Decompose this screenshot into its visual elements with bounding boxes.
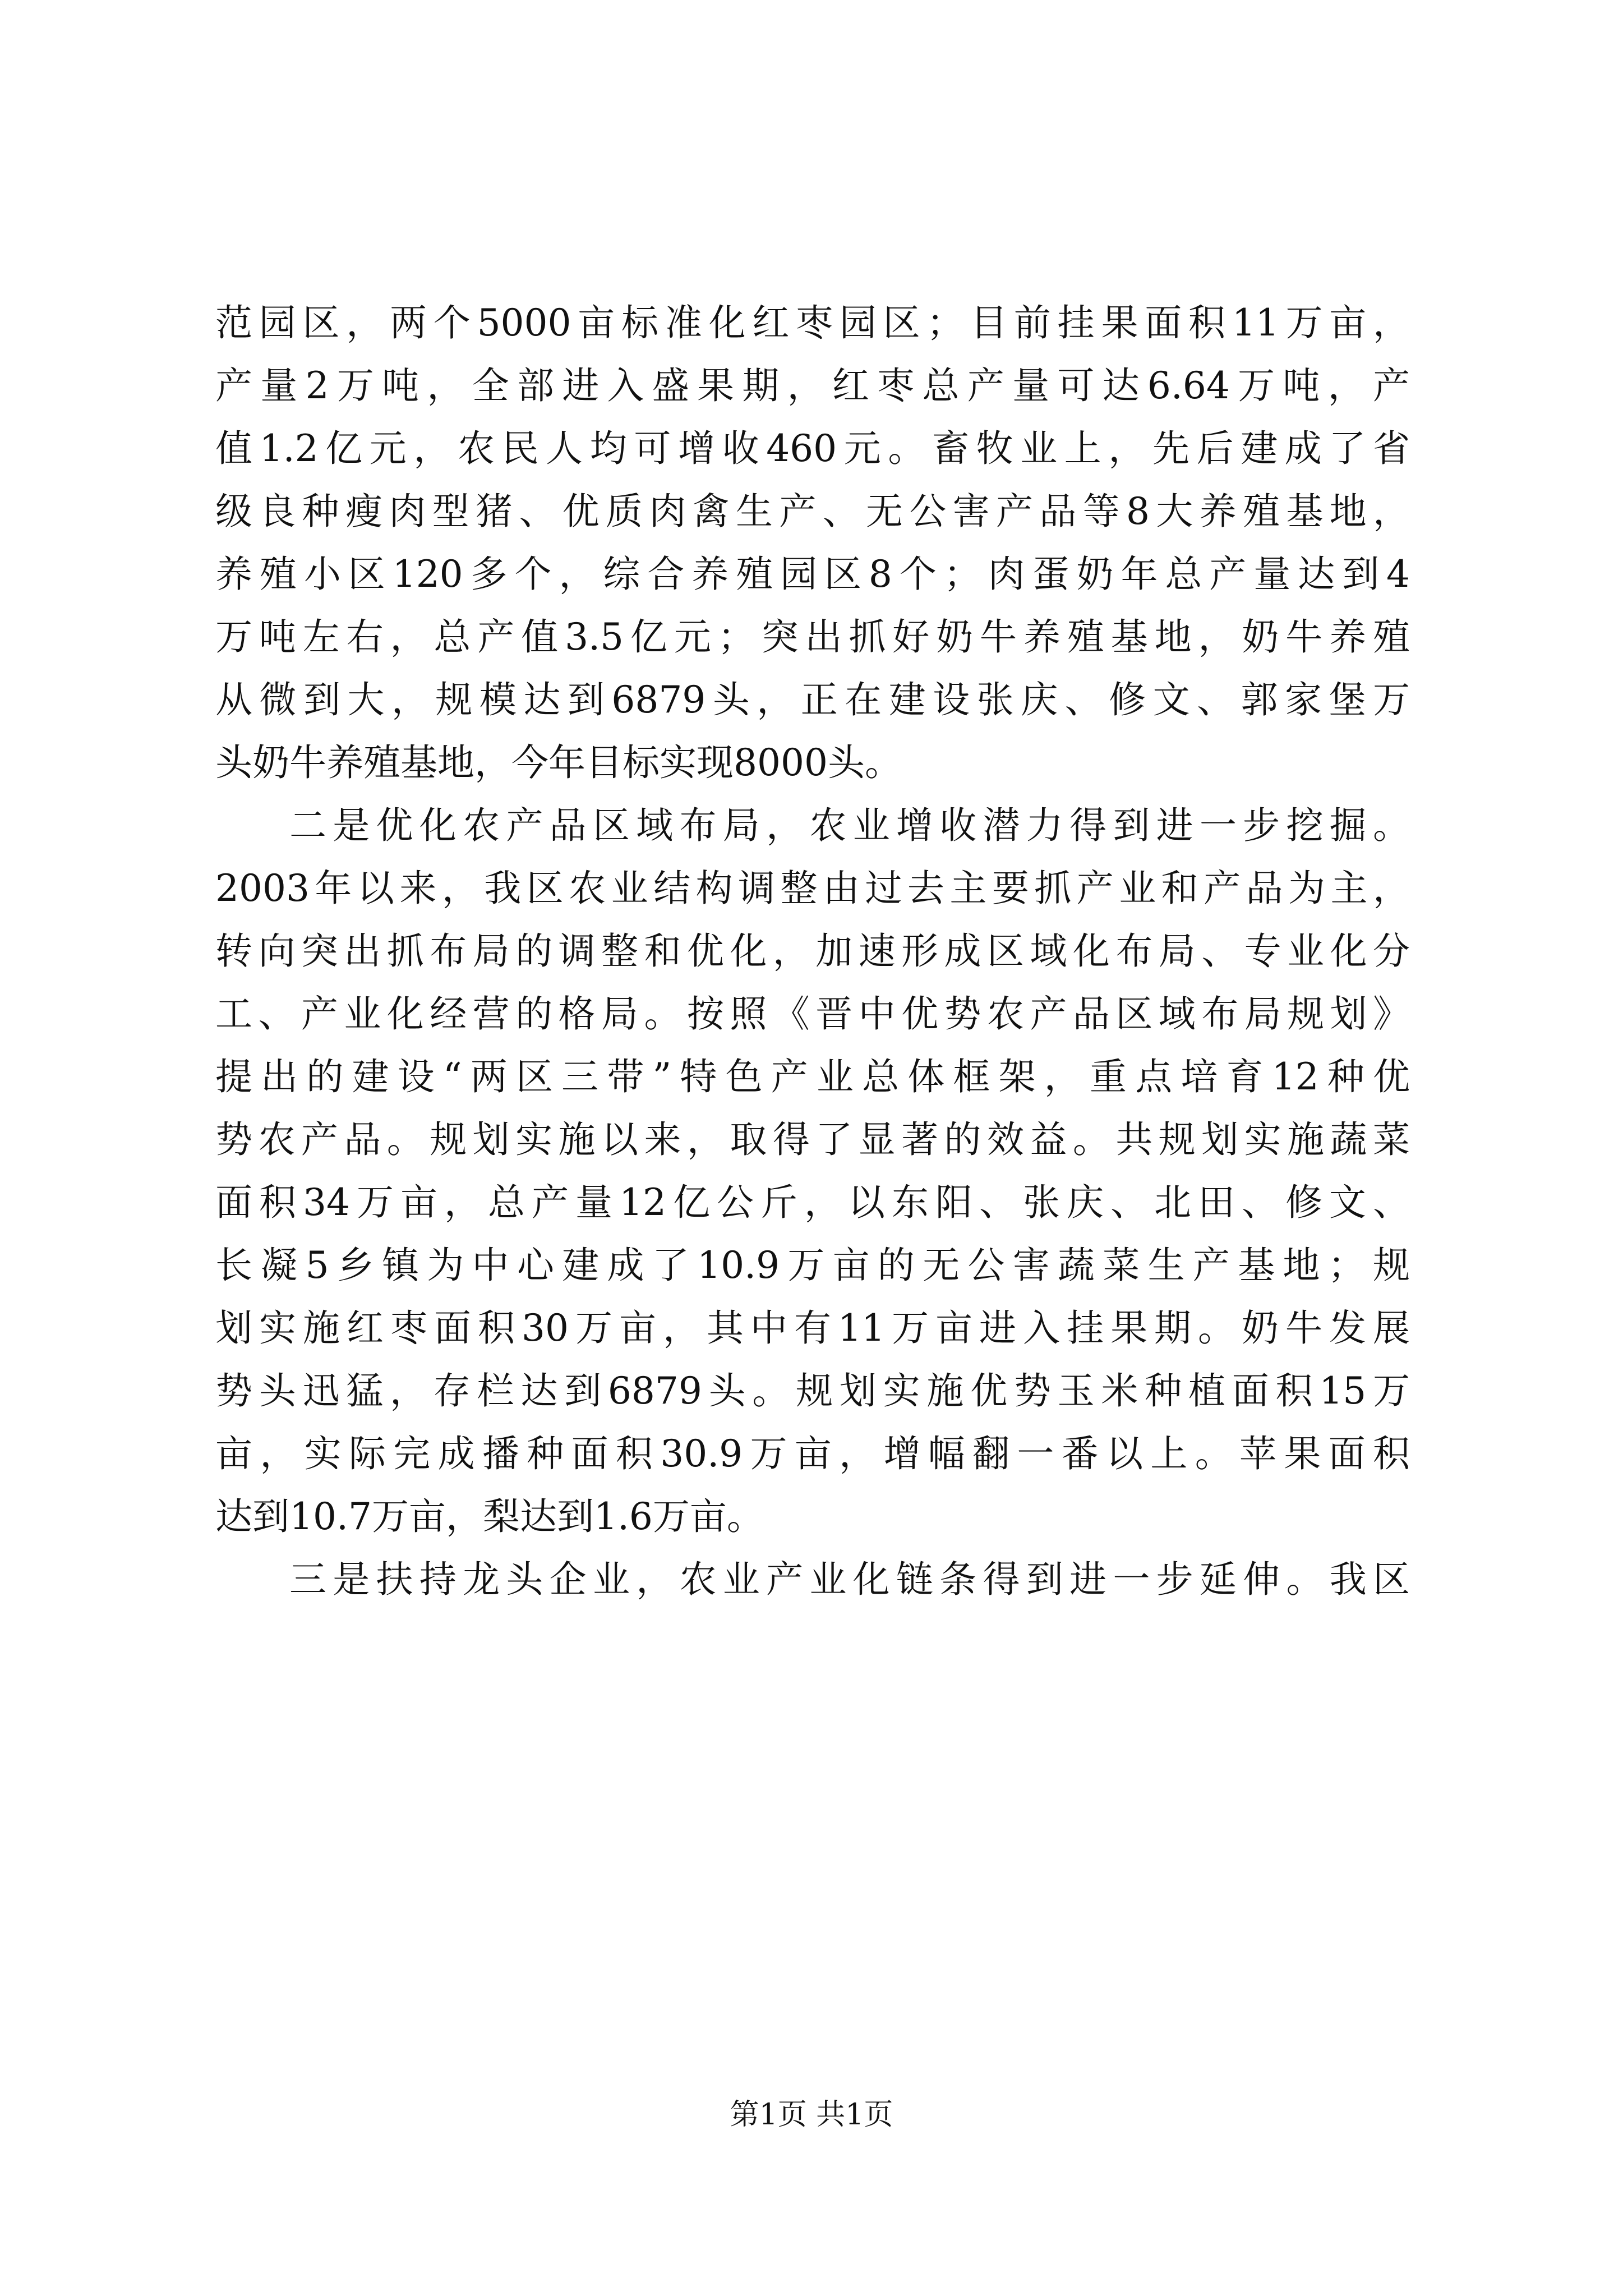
text-line: 级良种瘦肉型猪、优质肉禽生产、无公害产品等8大养殖基地，: [215, 490, 1410, 533]
text-line: 三是扶持龙头企业，农业产业化链条得到进一步延伸。我区: [289, 1558, 1410, 1601]
text-line: 万吨左右，总产值3.5亿元；突出抓好奶牛养殖基地，奶牛养殖: [215, 615, 1410, 659]
text-line: 长凝5乡镇为中心建成了10.9万亩的无公害蔬菜生产基地；规: [215, 1244, 1410, 1287]
text-line: 划实施红枣面积30万亩，其中有11万亩进入挂果期。奶牛发展: [215, 1306, 1410, 1350]
text-line: 值1.2亿元，农民人均可增收460元。畜牧业上，先后建成了省: [215, 427, 1410, 470]
page-footer: 第1页 共1页: [730, 2098, 893, 2132]
text-line: 转向突出抓布局的调整和优化，加速形成区域化布局、专业化分: [215, 930, 1410, 973]
text-line: 提出的建设“两区三带”特色产业总体框架，重点培育12种优: [215, 1055, 1410, 1098]
text-line: 范园区，两个5000亩标准化红枣园区；目前挂果面积11万亩，: [215, 301, 1410, 344]
text-line: 2003年以来，我区农业结构调整由过去主要抓产业和产品为主，: [215, 867, 1410, 910]
text-line: 头奶牛养殖基地，今年目标实现8000头。: [215, 741, 902, 784]
text-line: 从微到大，规模达到6879头，正在建设张庆、修文、郭家堡万: [215, 678, 1410, 721]
text-line: 工、产业化经营的格局。按照《晋中优势农产品区域布局规划》: [215, 992, 1410, 1036]
text-line: 产量2万吨，全部进入盛果期，红枣总产量可达6.64万吨，产: [215, 364, 1410, 407]
text-line: 势头迅猛，存栏达到6879头。规划实施优势玉米种植面积15万: [215, 1369, 1410, 1412]
text-line: 养殖小区120多个，综合养殖园区8个；肉蛋奶年总产量达到4: [215, 553, 1410, 596]
text-line: 面积34万亩，总产量12亿公斤，以东阳、张庆、北田、修文、: [215, 1181, 1410, 1224]
document-body: [215, 292, 1410, 1611]
text-line: 达到10.7万亩，梨达到1.6万亩。: [215, 1495, 764, 1538]
text-line: 势农产品。规划实施以来，取得了显著的效益。共规划实施蔬菜: [215, 1118, 1410, 1161]
text-line: 二是优化农产品区域布局，农业增收潜力得到进一步挖掘。: [289, 804, 1410, 847]
text-line: 亩，实际完成播种面积30.9万亩，增幅翻一番以上。苹果面积: [215, 1432, 1410, 1475]
